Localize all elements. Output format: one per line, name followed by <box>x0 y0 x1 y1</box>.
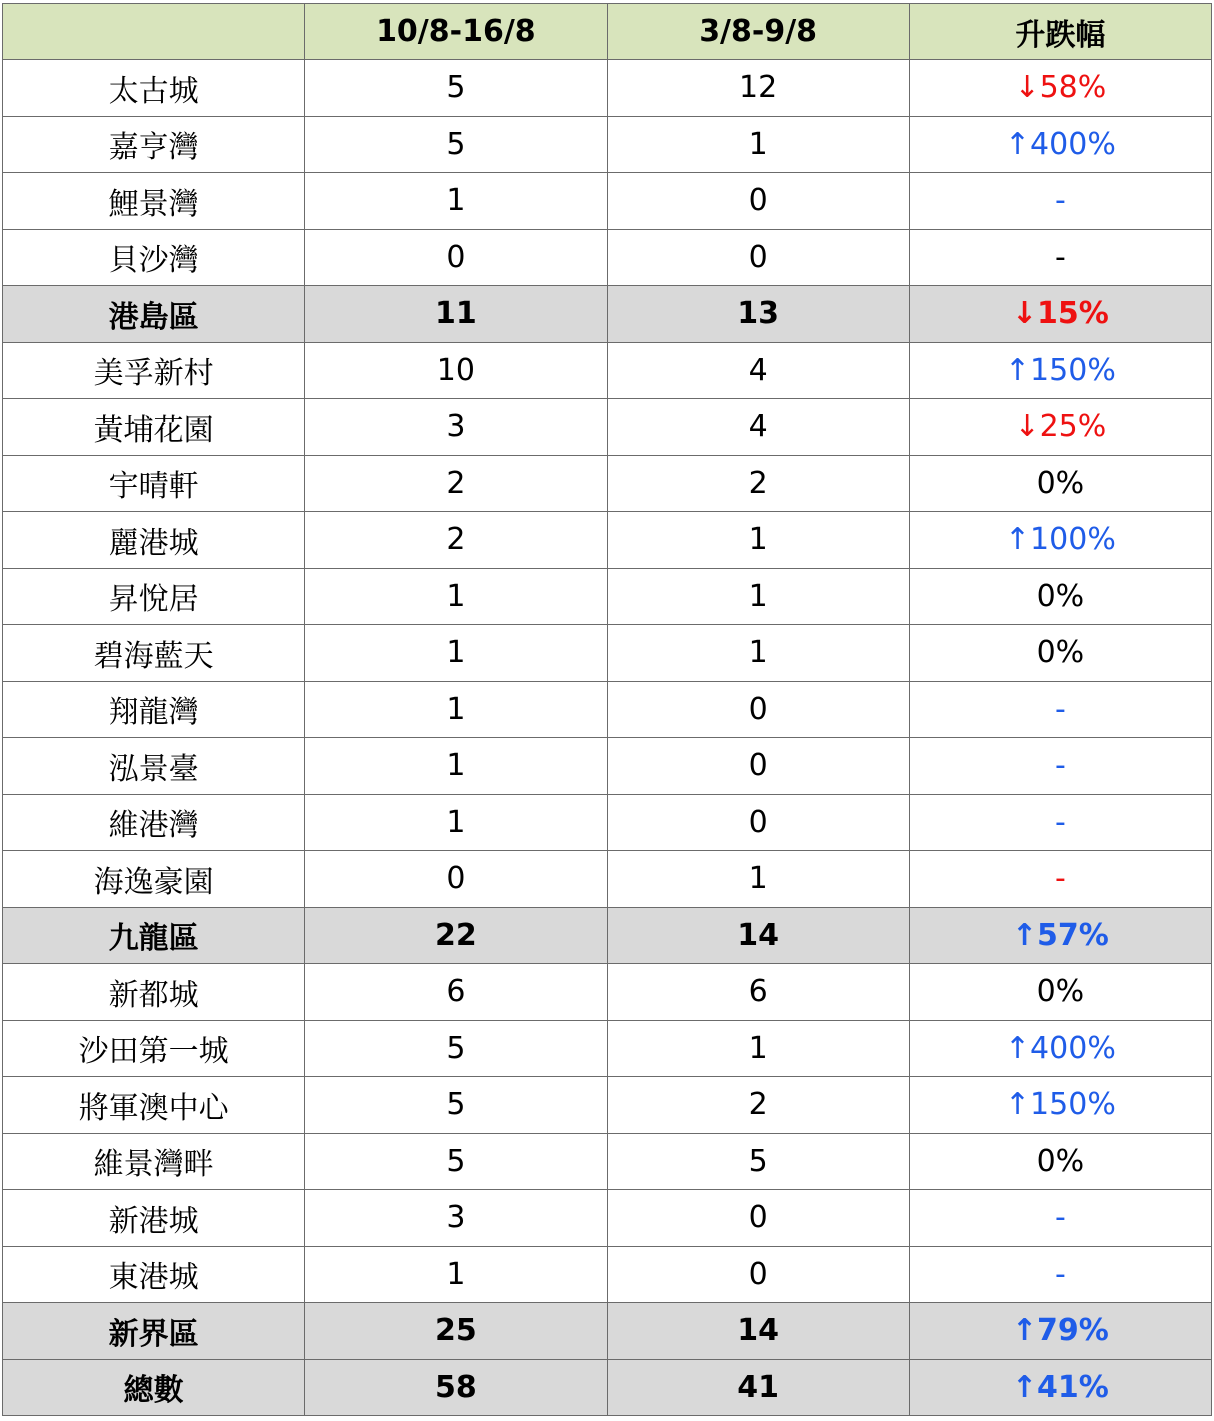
estate-name-cell: 海逸豪園 <box>3 851 305 908</box>
table-row <box>3 681 1212 738</box>
week-current-cell: 5 <box>305 116 607 173</box>
transactions-table <box>2 3 1212 1416</box>
week-current-cell: 58 <box>305 1359 607 1416</box>
change-cell: 0% <box>909 1133 1211 1190</box>
estate-name-cell: 麗港城 <box>3 512 305 569</box>
week-previous-cell: 12 <box>607 60 909 117</box>
estate-name-cell: 貝沙灣 <box>3 229 305 286</box>
week-current-cell: 1 <box>305 681 607 738</box>
estate-name-cell: 將軍澳中心 <box>3 1077 305 1134</box>
change-cell: ↑400% <box>909 116 1211 173</box>
change-cell: - <box>909 229 1211 286</box>
table-row <box>3 1133 1212 1190</box>
change-cell: - <box>909 738 1211 795</box>
table-row <box>3 1190 1212 1247</box>
table-row <box>3 738 1212 795</box>
change-cell: ↑41% <box>909 1359 1211 1416</box>
change-cell: ↑57% <box>909 907 1211 964</box>
subtotal-row <box>3 1359 1212 1416</box>
week-previous-cell: 1 <box>607 625 909 682</box>
estate-name-cell: 沙田第一城 <box>3 1020 305 1077</box>
week-current-cell: 6 <box>305 964 607 1021</box>
header-week-current: 10/8-16/8 <box>305 4 607 60</box>
estate-name-cell: 美孚新村 <box>3 342 305 399</box>
estate-name-cell: 碧海藍天 <box>3 625 305 682</box>
change-cell: - <box>909 1190 1211 1247</box>
week-previous-cell: 1 <box>607 116 909 173</box>
week-current-cell: 0 <box>305 851 607 908</box>
week-previous-cell: 0 <box>607 173 909 230</box>
week-current-cell: 2 <box>305 512 607 569</box>
estate-name-cell: 九龍區 <box>3 907 305 964</box>
week-previous-cell: 1 <box>607 568 909 625</box>
week-current-cell: 1 <box>305 173 607 230</box>
estate-name-cell: 維港灣 <box>3 794 305 851</box>
estate-name-cell: 港島區 <box>3 286 305 343</box>
change-cell: 0% <box>909 568 1211 625</box>
table-row <box>3 1077 1212 1134</box>
change-cell: - <box>909 681 1211 738</box>
subtotal-row <box>3 907 1212 964</box>
change-cell: 0% <box>909 964 1211 1021</box>
change-cell: ↑150% <box>909 1077 1211 1134</box>
week-previous-cell: 0 <box>607 738 909 795</box>
table-row <box>3 116 1212 173</box>
estate-name-cell: 黃埔花園 <box>3 399 305 456</box>
table-row <box>3 342 1212 399</box>
week-current-cell: 11 <box>305 286 607 343</box>
change-cell: ↓15% <box>909 286 1211 343</box>
table-row <box>3 229 1212 286</box>
week-current-cell: 5 <box>305 1077 607 1134</box>
week-previous-cell: 0 <box>607 681 909 738</box>
change-cell: 0% <box>909 625 1211 682</box>
week-previous-cell: 2 <box>607 1077 909 1134</box>
table-row <box>3 1020 1212 1077</box>
estate-name-cell: 鯉景灣 <box>3 173 305 230</box>
table-row <box>3 60 1212 117</box>
week-current-cell: 1 <box>305 1246 607 1303</box>
week-previous-cell: 1 <box>607 851 909 908</box>
week-previous-cell: 41 <box>607 1359 909 1416</box>
table-row <box>3 851 1212 908</box>
change-cell: - <box>909 794 1211 851</box>
change-cell: ↑150% <box>909 342 1211 399</box>
table-row <box>3 794 1212 851</box>
header-row <box>3 4 1212 60</box>
week-current-cell: 10 <box>305 342 607 399</box>
week-previous-cell: 4 <box>607 399 909 456</box>
week-previous-cell: 2 <box>607 455 909 512</box>
table-row <box>3 1246 1212 1303</box>
table-row <box>3 399 1212 456</box>
estate-name-cell: 新界區 <box>3 1303 305 1360</box>
week-current-cell: 1 <box>305 625 607 682</box>
week-previous-cell: 13 <box>607 286 909 343</box>
week-previous-cell: 14 <box>607 1303 909 1360</box>
change-cell: - <box>909 851 1211 908</box>
estate-name-cell: 宇晴軒 <box>3 455 305 512</box>
week-previous-cell: 0 <box>607 1190 909 1247</box>
table-row <box>3 625 1212 682</box>
change-cell: - <box>909 173 1211 230</box>
header-change: 升跌幅 <box>909 4 1211 60</box>
table-body <box>3 60 1212 1416</box>
change-cell: ↓25% <box>909 399 1211 456</box>
week-previous-cell: 4 <box>607 342 909 399</box>
change-cell: 0% <box>909 455 1211 512</box>
week-current-cell: 1 <box>305 738 607 795</box>
estate-name-cell: 維景灣畔 <box>3 1133 305 1190</box>
week-previous-cell: 1 <box>607 512 909 569</box>
week-current-cell: 5 <box>305 1133 607 1190</box>
subtotal-row <box>3 286 1212 343</box>
week-current-cell: 1 <box>305 794 607 851</box>
estate-name-cell: 新都城 <box>3 964 305 1021</box>
week-previous-cell: 1 <box>607 1020 909 1077</box>
week-current-cell: 3 <box>305 1190 607 1247</box>
table-row <box>3 173 1212 230</box>
week-previous-cell: 14 <box>607 907 909 964</box>
week-current-cell: 0 <box>305 229 607 286</box>
week-current-cell: 5 <box>305 60 607 117</box>
table-row <box>3 512 1212 569</box>
week-previous-cell: 5 <box>607 1133 909 1190</box>
week-current-cell: 2 <box>305 455 607 512</box>
estate-name-cell: 翔龍灣 <box>3 681 305 738</box>
estate-name-cell: 嘉亨灣 <box>3 116 305 173</box>
week-current-cell: 3 <box>305 399 607 456</box>
change-cell: ↑79% <box>909 1303 1211 1360</box>
week-previous-cell: 6 <box>607 964 909 1021</box>
change-cell: - <box>909 1246 1211 1303</box>
estate-name-cell: 昇悅居 <box>3 568 305 625</box>
change-cell: ↓58% <box>909 60 1211 117</box>
table-row <box>3 568 1212 625</box>
table-row <box>3 964 1212 1021</box>
week-previous-cell: 0 <box>607 794 909 851</box>
table-row <box>3 455 1212 512</box>
week-current-cell: 22 <box>305 907 607 964</box>
estate-name-cell: 太古城 <box>3 60 305 117</box>
change-cell: ↑400% <box>909 1020 1211 1077</box>
week-previous-cell: 0 <box>607 1246 909 1303</box>
week-previous-cell: 0 <box>607 229 909 286</box>
estate-name-cell: 新港城 <box>3 1190 305 1247</box>
subtotal-row <box>3 1303 1212 1360</box>
week-current-cell: 1 <box>305 568 607 625</box>
estate-name-cell: 泓景臺 <box>3 738 305 795</box>
change-cell: ↑100% <box>909 512 1211 569</box>
week-current-cell: 25 <box>305 1303 607 1360</box>
header-week-previous: 3/8-9/8 <box>607 4 909 60</box>
week-current-cell: 5 <box>305 1020 607 1077</box>
estate-name-cell: 東港城 <box>3 1246 305 1303</box>
estate-name-cell: 總數 <box>3 1359 305 1416</box>
header-estate <box>3 4 305 60</box>
